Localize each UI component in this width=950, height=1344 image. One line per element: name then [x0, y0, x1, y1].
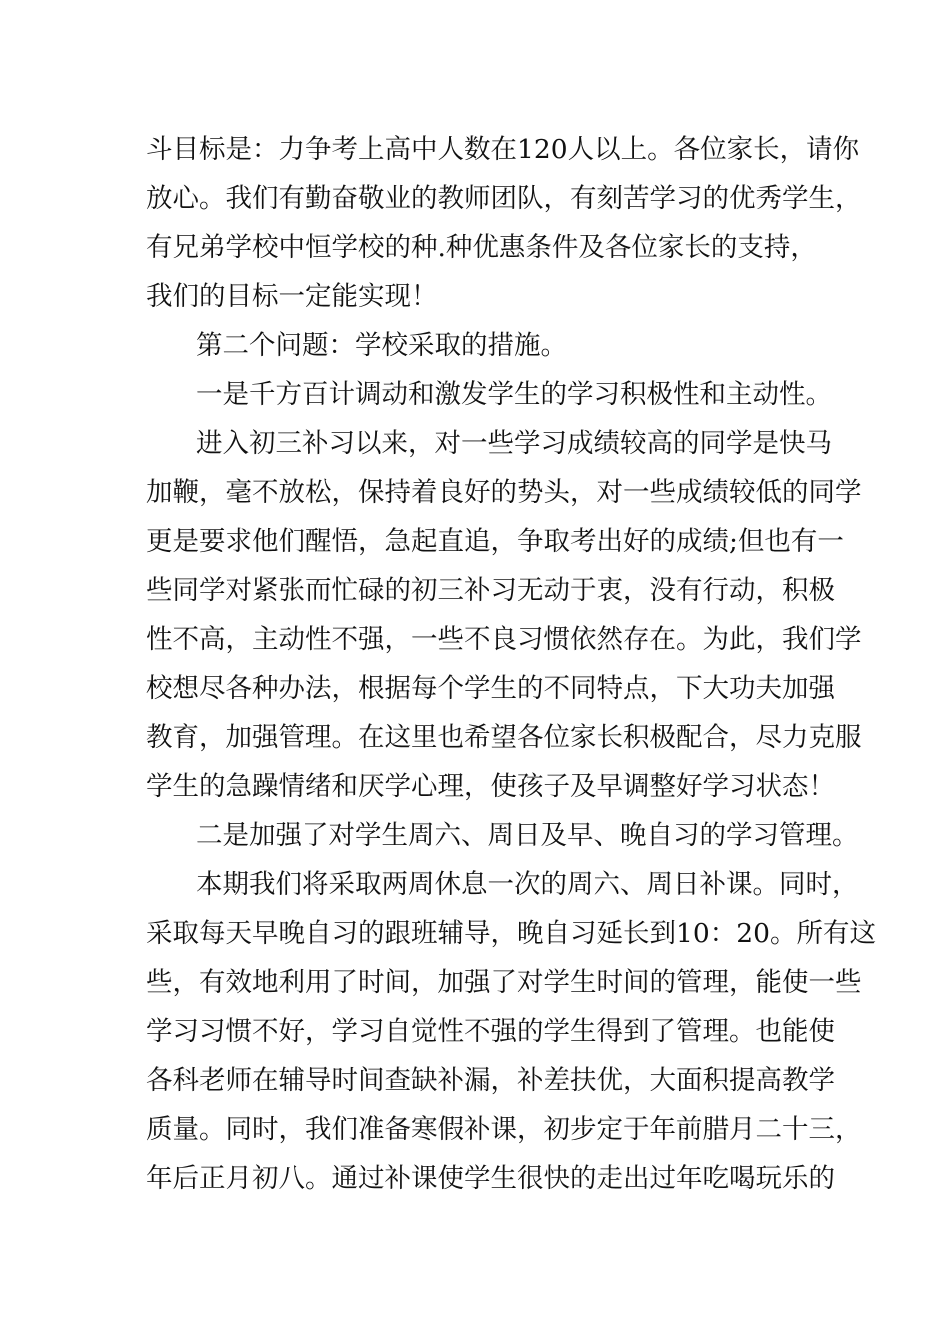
text-line: 些，有效地利用了时间，加强了对学生时间的管理，能使一些	[146, 967, 862, 998]
text-line: 年后正月初八。通过补课使学生很快的走出过年吃喝玩乐的	[146, 1163, 835, 1194]
text-line: 采取每天早晚自习的跟班辅导，晚自习延长到10：20。所有这	[146, 918, 876, 949]
text-line: 校想尽各种办法，根据每个学生的不同特点，下大功夫加强	[146, 673, 835, 704]
text-line: 更是要求他们醒悟，急起直追，争取考出好的成绩;但也有一	[146, 526, 844, 557]
text-line: 本期我们将采取两周休息一次的周六、周日补课。同时，	[196, 869, 859, 900]
text-line: 性不高，主动性不强，一些不良习惯依然存在。为此，我们学	[146, 624, 862, 655]
text-line: 放心。我们有勤奋敬业的教师团队，有刻苦学习的优秀学生，	[146, 183, 862, 214]
text-line: 有兄弟学校中恒学校的种.种优惠条件及各位家长的支持，	[146, 232, 817, 263]
text-line: 加鞭，毫不放松，保持着良好的势头，对一些成绩较低的同学	[146, 477, 862, 508]
text-line: 我们的目标一定能实现！	[146, 281, 438, 312]
text-line: 些同学对紧张而忙碌的初三补习无动于衷，没有行动，积极	[146, 575, 835, 606]
text-line: 各科老师在辅导时间查缺补漏，补差扶优，大面积提高教学	[146, 1065, 835, 1096]
section-heading: 第二个问题：学校采取的措施。	[196, 330, 567, 361]
text-line: 教育，加强管理。在这里也希望各位家长积极配合，尽力克服	[146, 722, 862, 753]
text-line: 学习习惯不好，学习自觉性不强的学生得到了管理。也能使	[146, 1016, 835, 1047]
text-line: 质量。同时，我们准备寒假补课，初步定于年前腊月二十三，	[146, 1114, 862, 1145]
text-line: 学生的急躁情绪和厌学心理，使孩子及早调整好学习状态！	[146, 771, 835, 802]
sub-heading: 二是加强了对学生周六、周日及早、晚自习的学习管理。	[196, 820, 859, 851]
text-line: 进入初三补习以来，对一些学习成绩较高的同学是快马	[196, 428, 832, 459]
text-line: 斗目标是：力争考上高中人数在120人以上。各位家长，请你	[146, 134, 860, 165]
sub-heading: 一是千方百计调动和激发学生的学习积极性和主动性。	[196, 379, 832, 410]
